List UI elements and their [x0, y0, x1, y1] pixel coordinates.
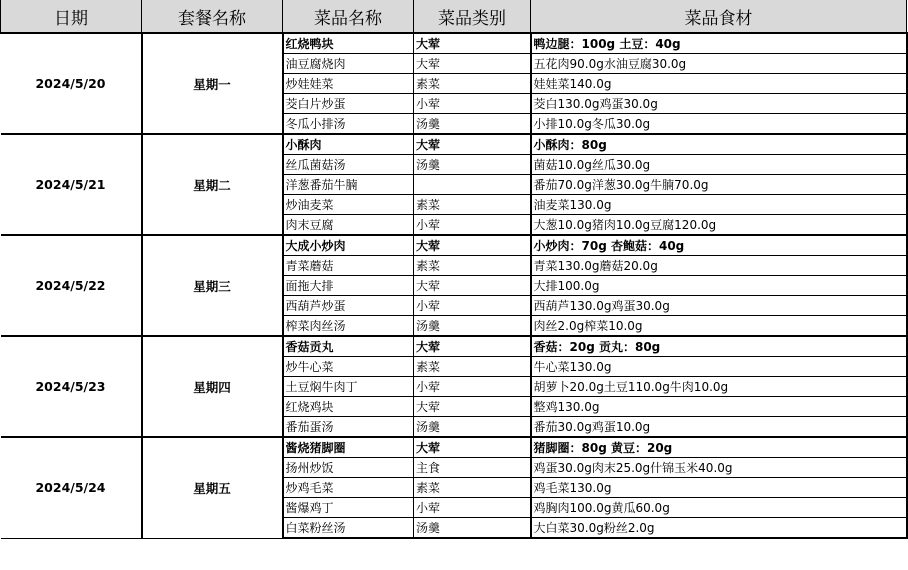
- dish-ingredients-cell[interactable]: 胡萝卜20.0g土豆110.0g牛肉10.0g: [531, 377, 907, 397]
- dish-ingredients-cell[interactable]: 大葱10.0g猪肉10.0g豆腐120.0g: [531, 215, 907, 236]
- header-dish-name[interactable]: 菜品名称: [283, 0, 414, 33]
- dish-ingredients-cell[interactable]: 肉丝2.0g榨菜10.0g: [531, 316, 907, 337]
- dish-ingredients-cell[interactable]: 大白菜30.0g粉丝2.0g: [531, 518, 907, 539]
- dish-category-cell[interactable]: 汤羹: [414, 316, 531, 337]
- dish-category-cell[interactable]: 小荤: [414, 215, 531, 236]
- dish-category-cell[interactable]: 汤羹: [414, 155, 531, 175]
- dish-name-cell[interactable]: 香菇贡丸: [283, 336, 414, 357]
- table-row: [1, 437, 907, 458]
- set-name-cell[interactable]: 星期五: [142, 437, 283, 538]
- table-row: [1, 134, 907, 155]
- dish-ingredients-cell[interactable]: 小炒肉：70g 杏鲍菇：40g: [531, 235, 907, 256]
- dish-category-cell[interactable]: 素菜: [414, 195, 531, 215]
- header-row: [1, 0, 907, 33]
- dish-category-cell[interactable]: 大荤: [414, 336, 531, 357]
- dish-category-cell[interactable]: 大荤: [414, 235, 531, 256]
- dish-name-cell[interactable]: 炒娃娃菜: [283, 74, 414, 94]
- header-dish-ingredients[interactable]: 菜品食材: [531, 0, 907, 33]
- dish-ingredients-cell[interactable]: 香菇：20g 贡丸：80g: [531, 336, 907, 357]
- dish-name-cell[interactable]: 丝瓜菌菇汤: [283, 155, 414, 175]
- dish-ingredients-cell[interactable]: 小排10.0g冬瓜30.0g: [531, 114, 907, 135]
- dish-name-cell[interactable]: 榨菜肉丝汤: [283, 316, 414, 337]
- dish-ingredients-cell[interactable]: 猪脚圈：80g 黄豆：20g: [531, 437, 907, 458]
- dish-ingredients-cell[interactable]: 青菜130.0g蘑菇20.0g: [531, 256, 907, 276]
- header-dish-category[interactable]: 菜品类别: [414, 0, 531, 33]
- dish-ingredients-cell[interactable]: 油麦菜130.0g: [531, 195, 907, 215]
- dish-category-cell[interactable]: 素菜: [414, 74, 531, 94]
- dish-name-cell[interactable]: 炒鸡毛菜: [283, 478, 414, 498]
- dish-ingredients-cell[interactable]: 番茄70.0g洋葱30.0g牛腩70.0g: [531, 175, 907, 195]
- dish-category-cell[interactable]: [414, 175, 531, 195]
- dish-ingredients-cell[interactable]: 牛心菜130.0g: [531, 357, 907, 377]
- dish-name-cell[interactable]: 酱爆鸡丁: [283, 498, 414, 518]
- dish-category-cell[interactable]: 汤羹: [414, 417, 531, 438]
- dish-ingredients-cell[interactable]: 大排100.0g: [531, 276, 907, 296]
- header-date[interactable]: 日期: [1, 0, 142, 33]
- dish-name-cell[interactable]: 青菜蘑菇: [283, 256, 414, 276]
- dish-ingredients-cell[interactable]: 茭白130.0g鸡蛋30.0g: [531, 94, 907, 114]
- dish-name-cell[interactable]: 红烧鸡块: [283, 397, 414, 417]
- dish-ingredients-cell[interactable]: 鸡毛菜130.0g: [531, 478, 907, 498]
- dish-name-cell[interactable]: 土豆焖牛肉丁: [283, 377, 414, 397]
- dish-name-cell[interactable]: 肉末豆腐: [283, 215, 414, 236]
- dish-ingredients-cell[interactable]: 娃娃菜140.0g: [531, 74, 907, 94]
- dish-category-cell[interactable]: 主食: [414, 458, 531, 478]
- date-cell[interactable]: 2024/5/24: [1, 437, 142, 538]
- dish-name-cell[interactable]: 小酥肉: [283, 134, 414, 155]
- date-cell[interactable]: 2024/5/22: [1, 235, 142, 336]
- dish-name-cell[interactable]: 油豆腐烧肉: [283, 54, 414, 74]
- dish-ingredients-cell[interactable]: 小酥肉：80g: [531, 134, 907, 155]
- dish-category-cell[interactable]: 大荤: [414, 54, 531, 74]
- date-cell[interactable]: 2024/5/23: [1, 336, 142, 437]
- dish-category-cell[interactable]: 素菜: [414, 256, 531, 276]
- header-set-name[interactable]: 套餐名称: [142, 0, 283, 33]
- dish-ingredients-cell[interactable]: 鸡蛋30.0g肉末25.0g什锦玉米40.0g: [531, 458, 907, 478]
- dish-name-cell[interactable]: 白菜粉丝汤: [283, 518, 414, 539]
- dish-category-cell[interactable]: 大荤: [414, 397, 531, 417]
- dish-ingredients-cell[interactable]: 五花肉90.0g水油豆腐30.0g: [531, 54, 907, 74]
- dish-ingredients-cell[interactable]: 菌菇10.0g丝瓜30.0g: [531, 155, 907, 175]
- dish-name-cell[interactable]: 洋葱番茄牛腩: [283, 175, 414, 195]
- table-row: [1, 235, 907, 256]
- dish-category-cell[interactable]: 汤羹: [414, 114, 531, 135]
- dish-ingredients-cell[interactable]: 鸭边腿：100g 土豆：40g: [531, 33, 907, 54]
- table-row: [1, 33, 907, 54]
- dish-category-cell[interactable]: 汤羹: [414, 518, 531, 539]
- set-name-cell[interactable]: 星期一: [142, 33, 283, 134]
- dish-name-cell[interactable]: 番茄蛋汤: [283, 417, 414, 438]
- dish-category-cell[interactable]: 大荤: [414, 437, 531, 458]
- dish-name-cell[interactable]: 茭白片炒蛋: [283, 94, 414, 114]
- menu-body: [1, 33, 907, 538]
- dish-name-cell[interactable]: 炒油麦菜: [283, 195, 414, 215]
- dish-category-cell[interactable]: 大荤: [414, 134, 531, 155]
- dish-name-cell[interactable]: 大成小炒肉: [283, 235, 414, 256]
- set-name-cell[interactable]: 星期四: [142, 336, 283, 437]
- dish-category-cell[interactable]: 素菜: [414, 478, 531, 498]
- dish-name-cell[interactable]: 冬瓜小排汤: [283, 114, 414, 135]
- dish-name-cell[interactable]: 酱烧猪脚圈: [283, 437, 414, 458]
- dish-ingredients-cell[interactable]: 西葫芦130.0g鸡蛋30.0g: [531, 296, 907, 316]
- table-row: [1, 336, 907, 357]
- dish-category-cell[interactable]: 素菜: [414, 357, 531, 377]
- dish-category-cell[interactable]: 小荤: [414, 498, 531, 518]
- dish-ingredients-cell[interactable]: 番茄30.0g鸡蛋10.0g: [531, 417, 907, 438]
- dish-name-cell[interactable]: 面拖大排: [283, 276, 414, 296]
- dish-name-cell[interactable]: 炒牛心菜: [283, 357, 414, 377]
- dish-category-cell[interactable]: 小荤: [414, 377, 531, 397]
- dish-ingredients-cell[interactable]: 鸡胸肉100.0g黄瓜60.0g: [531, 498, 907, 518]
- dish-name-cell[interactable]: 扬州炒饭: [283, 458, 414, 478]
- set-name-cell[interactable]: 星期三: [142, 235, 283, 336]
- dish-category-cell[interactable]: 小荤: [414, 94, 531, 114]
- dish-category-cell[interactable]: 小荤: [414, 296, 531, 316]
- dish-name-cell[interactable]: 西葫芦炒蛋: [283, 296, 414, 316]
- date-cell[interactable]: 2024/5/21: [1, 134, 142, 235]
- set-name-cell[interactable]: 星期二: [142, 134, 283, 235]
- dish-name-cell[interactable]: 红烧鸭块: [283, 33, 414, 54]
- dish-ingredients-cell[interactable]: 整鸡130.0g: [531, 397, 907, 417]
- date-cell[interactable]: 2024/5/20: [1, 33, 142, 134]
- dish-category-cell[interactable]: 大荤: [414, 33, 531, 54]
- dish-category-cell[interactable]: 大荤: [414, 276, 531, 296]
